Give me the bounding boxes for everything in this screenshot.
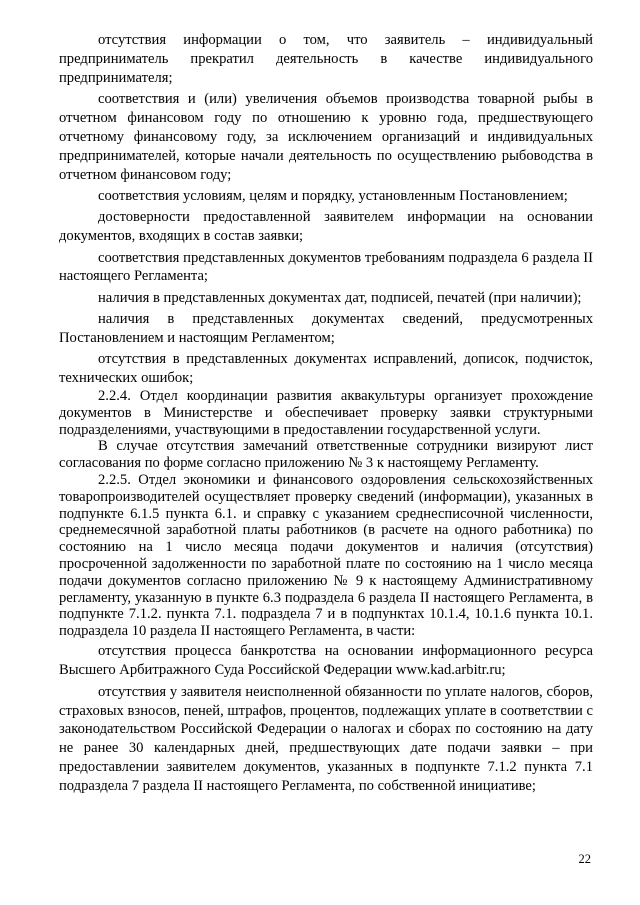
paragraph: наличия в представленных документах сведений, предусмотренных Постановлением и настоящим Регламентом; [59, 311, 593, 346]
paragraph: В случае отсутствия замечаний ответственные сотрудники визируют лист согласования по форме согласно приложению № 3 к настоящему Регламенту. [59, 438, 593, 472]
check-items-list [59, 642, 593, 796]
paragraph: 2.2.4. Отдел координации развития аквакультуры организует прохождение документов в Министерстве и обеспечивает проверку заявки структурными подразделениями, участвующими в предоставлении государственной услуги. [59, 388, 593, 438]
paragraph: 2.2.5. Отдел экономики и финансового оздоровления сельскохозяйственных товаропроизводителей осуществляет проверку сведений (информации), указанных в подпункте 6.1.5 пункта 6.1. и справку с указанием среднесписочной численности, среднемесячной заработной платы работников (в расчете на одного работника) по состоянию на 1 число месяца подачи документов и наличия (отсутствия) просроченной задолженности по заработной плате по состоянию на 1 число месяца подачи документов согласно приложению № 9 к настоящему Административному регламенту, указанную в пункте 6.3 подраздела 6 раздела II настоящего Регламента, в подпункте 7.1.2. пункта 7.1. подраздела 7 и в подпунктах 10.1.4, 10.1.6 пункта 10.1. подраздела 10 раздела II настоящего Регламента, в части: [59, 472, 593, 640]
paragraph: отсутствия у заявителя неисполненной обязанности по уплате налогов, сборов, страховых взносов, пеней, штрафов, процентов, подлежащих уплате в соответствии с законодательством Российской Федерации о налогах и сборах по состоянию на дату не ранее 30 календарных дней, предшествующих дате подачи заявки – при предоставлении заявителем документов, указанных в подпункте 7.1.2 пункта 7.1 подраздела 7 раздела II настоящего Регламента, по собственной инициативе; [59, 683, 593, 795]
paragraph: соответствия условиям, целям и порядку, установленным Постановлением; [98, 188, 568, 205]
paragraph: отсутствия процесса банкротства на основании информационного ресурса Высшего Арбитражного Суда Российской Федерации www.kad.arbitr.ru; [59, 643, 593, 679]
paragraph: наличия в представленных документах дат, подписей, печатей (при наличии); [98, 289, 582, 306]
verification-criteria-list [59, 31, 593, 388]
paragraph: отсутствия информации о том, что заявитель – индивидуальный предприниматель прекратил деятельность в качестве индивидуального предпринимателя; [59, 32, 593, 86]
paragraph: отсутствия в представленных документах исправлений, дописок, подчисток, технических ошибок; [59, 351, 593, 387]
paragraph: соответствия и (или) увеличения объемов производства товарной рыбы в отчетном финансовом году по отношению к уровню года, предшествующего отчетному финансовому году, за исключением организаций и индивидуальных предпринимателей, которые начали деятельность по осуществлению рыбоводства в отчетном финансовом году; [59, 91, 593, 183]
paragraph: соответствия представленных документов требованиям подраздела 6 раздела II настоящего Регламента; [59, 249, 593, 285]
page-body [59, 31, 593, 796]
page-number: 22 [578, 852, 591, 866]
section-2-2-4-2-2-5 [59, 388, 593, 640]
paragraph: достоверности предоставленной заявителем информации на основании документов, входящих в состав заявки; [59, 209, 593, 245]
